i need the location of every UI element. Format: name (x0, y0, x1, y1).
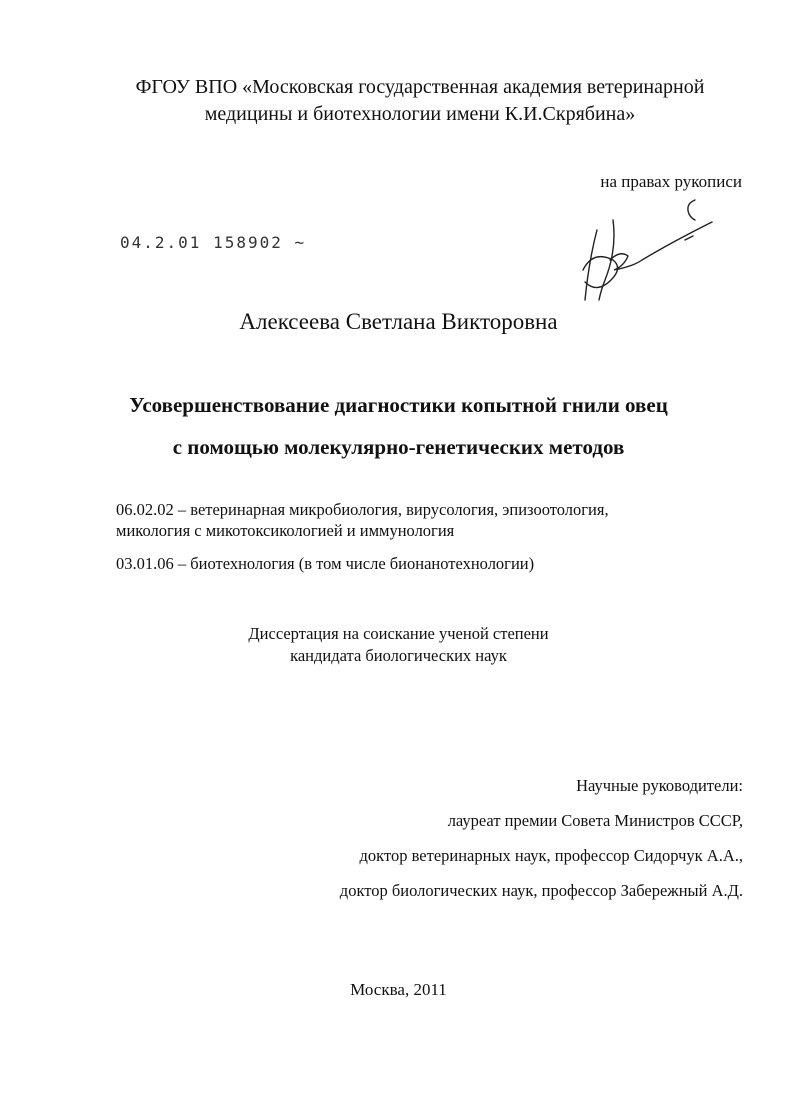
specialty-1-line-2: микология с микотоксикологией и иммунология (116, 521, 455, 540)
institution-line-1: ФГОУ ВПО «Московская государственная академия ветеринарной (135, 76, 705, 98)
dissertation-title (60, 384, 737, 468)
specialty-1 (116, 499, 756, 541)
title-line-2: с помощью молекулярно-генетических методов (172, 435, 625, 459)
degree-line-1: Диссертация на соискание ученой степени (248, 624, 549, 643)
library-stamp-number: 04.2.01 158902 ~ (120, 233, 307, 252)
supervisor-line-2: доктор ветеринарных наук, профессор Сидорчук А.А., (359, 846, 743, 865)
specialty-2: 03.01.06 – биотехнология (в том числе бионанотехнологии) (116, 554, 535, 573)
title-line-1: Усовершенствование диагностики копытной гнили овец (129, 393, 668, 417)
manuscript-rights-note: на правах рукописи (600, 172, 742, 191)
supervisors-block (200, 776, 743, 916)
supervisors-heading: Научные руководители: (576, 776, 743, 795)
supervisor-line-3: доктор биологических наук, профессор Забережный А.Д. (339, 881, 743, 900)
degree-statement (0, 623, 797, 667)
institution-line-2: медицины и биотехнологии имени К.И.Скрябина» (204, 103, 636, 125)
author-name: Алексеева Светлана Викторовна (239, 309, 558, 334)
handwritten-signature (555, 190, 725, 310)
institution-header (80, 74, 760, 128)
specialty-1-line-1: 06.02.02 – ветеринарная микробиология, вирусология, эпизоотология, (116, 500, 609, 519)
city-year: Москва, 2011 (350, 980, 447, 999)
degree-line-2: кандидата биологических наук (290, 646, 507, 665)
supervisor-line-1: лауреат премии Совета Министров СССР, (447, 811, 743, 830)
